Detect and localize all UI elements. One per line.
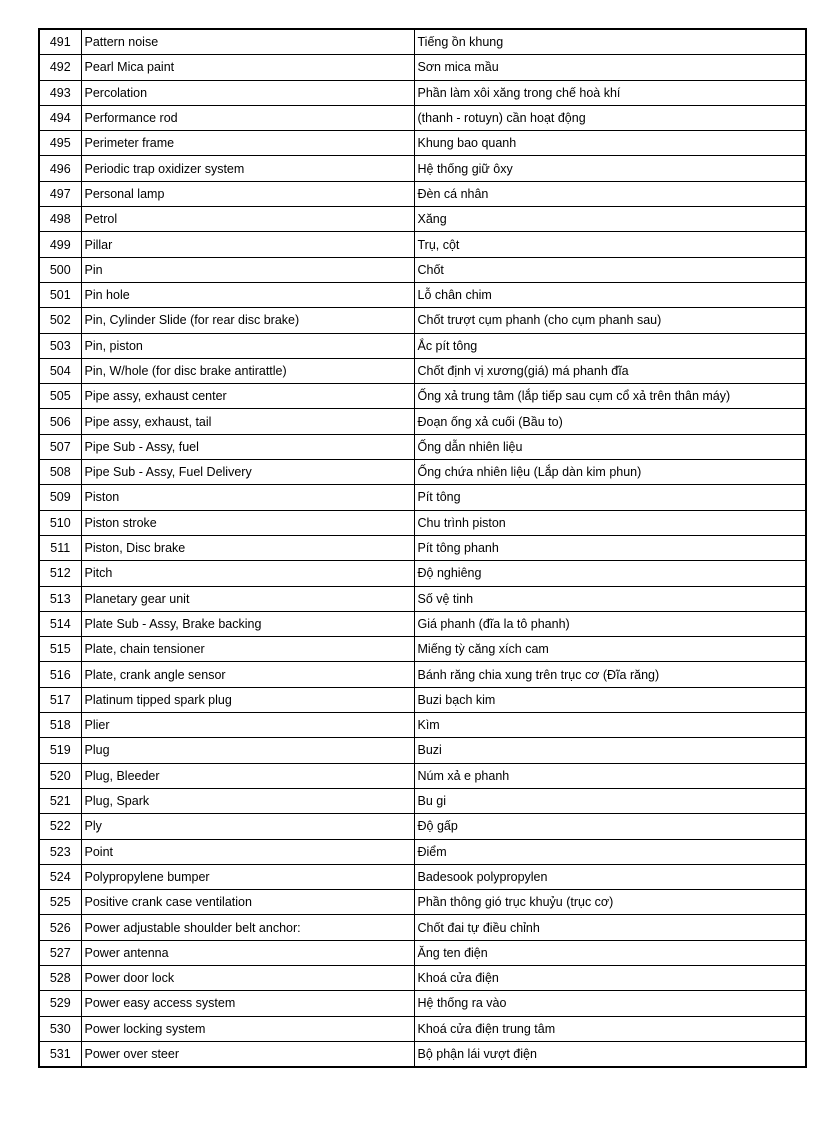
row-number: 526	[39, 915, 81, 940]
row-number: 491	[39, 29, 81, 55]
row-number: 497	[39, 181, 81, 206]
english-term: Power over steer	[81, 1041, 414, 1067]
table-row	[39, 105, 806, 130]
table-row	[39, 232, 806, 257]
english-term: Personal lamp	[81, 181, 414, 206]
table-row	[39, 207, 806, 232]
row-number: 504	[39, 358, 81, 383]
english-term: Pipe assy, exhaust, tail	[81, 409, 414, 434]
row-number: 513	[39, 586, 81, 611]
vietnamese-term: Chốt đai tự điều chỉnh	[414, 915, 806, 940]
table-row	[39, 561, 806, 586]
vietnamese-term: Chu trình piston	[414, 510, 806, 535]
english-term: Performance rod	[81, 105, 414, 130]
english-term: Pin hole	[81, 282, 414, 307]
table-row	[39, 257, 806, 282]
english-term: Plate, crank angle sensor	[81, 662, 414, 687]
english-term: Plate, chain tensioner	[81, 637, 414, 662]
vietnamese-term: Ăng ten điện	[414, 940, 806, 965]
table-row	[39, 839, 806, 864]
english-term: Piston stroke	[81, 510, 414, 535]
table-row	[39, 308, 806, 333]
vietnamese-term: Sơn mica mầu	[414, 55, 806, 80]
row-number: 521	[39, 788, 81, 813]
row-number: 495	[39, 131, 81, 156]
vietnamese-term: Khung bao quanh	[414, 131, 806, 156]
vietnamese-term: Độ gấp	[414, 814, 806, 839]
row-number: 528	[39, 965, 81, 990]
row-number: 492	[39, 55, 81, 80]
table-row	[39, 181, 806, 206]
row-number: 501	[39, 282, 81, 307]
row-number: 518	[39, 713, 81, 738]
vietnamese-term: Ắc pít tông	[414, 333, 806, 358]
table-row	[39, 814, 806, 839]
vietnamese-term: Badesook polypropylen	[414, 864, 806, 889]
english-term: Pattern noise	[81, 29, 414, 55]
glossary-body	[39, 29, 806, 1067]
vietnamese-term: Pít tông phanh	[414, 535, 806, 560]
row-number: 523	[39, 839, 81, 864]
table-row	[39, 510, 806, 535]
table-row	[39, 890, 806, 915]
english-term: Positive crank case ventilation	[81, 890, 414, 915]
vietnamese-term: Đoạn ống xả cuối (Bầu to)	[414, 409, 806, 434]
english-term: Plug, Spark	[81, 788, 414, 813]
row-number: 515	[39, 637, 81, 662]
english-term: Piston	[81, 485, 414, 510]
table-row	[39, 915, 806, 940]
english-term: Planetary gear unit	[81, 586, 414, 611]
vietnamese-term: Pít tông	[414, 485, 806, 510]
vietnamese-term: Núm xả e phanh	[414, 763, 806, 788]
vietnamese-term: Chốt định vị xương(giá) má phanh đĩa	[414, 358, 806, 383]
table-row	[39, 485, 806, 510]
english-term: Plier	[81, 713, 414, 738]
row-number: 503	[39, 333, 81, 358]
row-number: 499	[39, 232, 81, 257]
vietnamese-term: Đèn cá nhân	[414, 181, 806, 206]
table-row	[39, 409, 806, 434]
table-row	[39, 611, 806, 636]
english-term: Pin, Cylinder Slide (for rear disc brake)	[81, 308, 414, 333]
vietnamese-term: Phần thông gió trục khuỷu (trục cơ)	[414, 890, 806, 915]
row-number: 496	[39, 156, 81, 181]
table-row	[39, 586, 806, 611]
table-row	[39, 687, 806, 712]
vietnamese-term: Buzi bạch kim	[414, 687, 806, 712]
vietnamese-term: Ống dẫn nhiên liệu	[414, 434, 806, 459]
english-term: Pitch	[81, 561, 414, 586]
table-row	[39, 713, 806, 738]
english-term: Power locking system	[81, 1016, 414, 1041]
vietnamese-term: Số vệ tinh	[414, 586, 806, 611]
table-row	[39, 80, 806, 105]
row-number: 524	[39, 864, 81, 889]
row-number: 507	[39, 434, 81, 459]
vietnamese-term: Bộ phận lái vượt điện	[414, 1041, 806, 1067]
row-number: 500	[39, 257, 81, 282]
english-term: Ply	[81, 814, 414, 839]
english-term: Pin	[81, 257, 414, 282]
vietnamese-term: Khoá cửa điện	[414, 965, 806, 990]
row-number: 525	[39, 890, 81, 915]
row-number: 527	[39, 940, 81, 965]
row-number: 520	[39, 763, 81, 788]
row-number: 502	[39, 308, 81, 333]
vietnamese-term: (thanh - rotuyn) cần hoạt động	[414, 105, 806, 130]
table-row	[39, 156, 806, 181]
vietnamese-term: Tiếng ồn khung	[414, 29, 806, 55]
table-row	[39, 460, 806, 485]
vietnamese-term: Chốt	[414, 257, 806, 282]
vietnamese-term: Phần làm xôi xăng trong chế hoà khí	[414, 80, 806, 105]
vietnamese-term: Buzi	[414, 738, 806, 763]
english-term: Plug, Bleeder	[81, 763, 414, 788]
vietnamese-term: Ống chứa nhiên liệu (Lắp dàn kim phun)	[414, 460, 806, 485]
english-term: Pin, piston	[81, 333, 414, 358]
english-term: Pin, W/hole (for disc brake antirattle)	[81, 358, 414, 383]
table-row	[39, 333, 806, 358]
vietnamese-term: Bu gi	[414, 788, 806, 813]
row-number: 510	[39, 510, 81, 535]
english-term: Power door lock	[81, 965, 414, 990]
table-row	[39, 662, 806, 687]
vietnamese-term: Trụ, cột	[414, 232, 806, 257]
english-term: Polypropylene bumper	[81, 864, 414, 889]
table-row	[39, 788, 806, 813]
vietnamese-term: Điểm	[414, 839, 806, 864]
row-number: 530	[39, 1016, 81, 1041]
vietnamese-term: Chốt trượt cụm phanh (cho cụm phanh sau)	[414, 308, 806, 333]
row-number: 509	[39, 485, 81, 510]
table-row	[39, 940, 806, 965]
vietnamese-term: Hệ thống ra vào	[414, 991, 806, 1016]
vietnamese-term: Xăng	[414, 207, 806, 232]
glossary-table	[38, 28, 807, 1068]
table-row	[39, 1041, 806, 1067]
table-row	[39, 434, 806, 459]
vietnamese-term: Bánh răng chia xung trên trục cơ (Đĩa răng)	[414, 662, 806, 687]
english-term: Pipe assy, exhaust center	[81, 384, 414, 409]
english-term: Power easy access system	[81, 991, 414, 1016]
vietnamese-term: Khoá cửa điện trung tâm	[414, 1016, 806, 1041]
row-number: 505	[39, 384, 81, 409]
table-row	[39, 535, 806, 560]
table-row	[39, 358, 806, 383]
english-term: Power antenna	[81, 940, 414, 965]
table-row	[39, 738, 806, 763]
vietnamese-term: Hệ thống giữ ôxy	[414, 156, 806, 181]
table-row	[39, 864, 806, 889]
english-term: Pipe Sub - Assy, fuel	[81, 434, 414, 459]
english-term: Percolation	[81, 80, 414, 105]
row-number: 512	[39, 561, 81, 586]
english-term: Point	[81, 839, 414, 864]
table-row	[39, 282, 806, 307]
english-term: Plate Sub - Assy, Brake backing	[81, 611, 414, 636]
table-row	[39, 637, 806, 662]
row-number: 531	[39, 1041, 81, 1067]
english-term: Platinum tipped spark plug	[81, 687, 414, 712]
row-number: 511	[39, 535, 81, 560]
english-term: Pearl Mica paint	[81, 55, 414, 80]
english-term: Pillar	[81, 232, 414, 257]
row-number: 517	[39, 687, 81, 712]
row-number: 529	[39, 991, 81, 1016]
row-number: 494	[39, 105, 81, 130]
vietnamese-term: Giá phanh (đĩa la tô phanh)	[414, 611, 806, 636]
english-term: Periodic trap oxidizer system	[81, 156, 414, 181]
row-number: 522	[39, 814, 81, 839]
english-term: Perimeter frame	[81, 131, 414, 156]
row-number: 516	[39, 662, 81, 687]
vietnamese-term: Lỗ chân chim	[414, 282, 806, 307]
row-number: 493	[39, 80, 81, 105]
table-row	[39, 55, 806, 80]
english-term: Power adjustable shoulder belt anchor:	[81, 915, 414, 940]
row-number: 514	[39, 611, 81, 636]
table-row	[39, 991, 806, 1016]
row-number: 508	[39, 460, 81, 485]
row-number: 506	[39, 409, 81, 434]
table-row	[39, 965, 806, 990]
row-number: 519	[39, 738, 81, 763]
table-row	[39, 763, 806, 788]
vietnamese-term: Miếng tỳ căng xích cam	[414, 637, 806, 662]
english-term: Piston, Disc brake	[81, 535, 414, 560]
table-row	[39, 1016, 806, 1041]
english-term: Petrol	[81, 207, 414, 232]
row-number: 498	[39, 207, 81, 232]
vietnamese-term: Độ nghiêng	[414, 561, 806, 586]
vietnamese-term: Kìm	[414, 713, 806, 738]
table-row	[39, 131, 806, 156]
english-term: Pipe Sub - Assy, Fuel Delivery	[81, 460, 414, 485]
table-row	[39, 384, 806, 409]
vietnamese-term: Ống xả trung tâm (lắp tiếp sau cụm cổ xả trên thân máy)	[414, 384, 806, 409]
english-term: Plug	[81, 738, 414, 763]
table-row	[39, 29, 806, 55]
